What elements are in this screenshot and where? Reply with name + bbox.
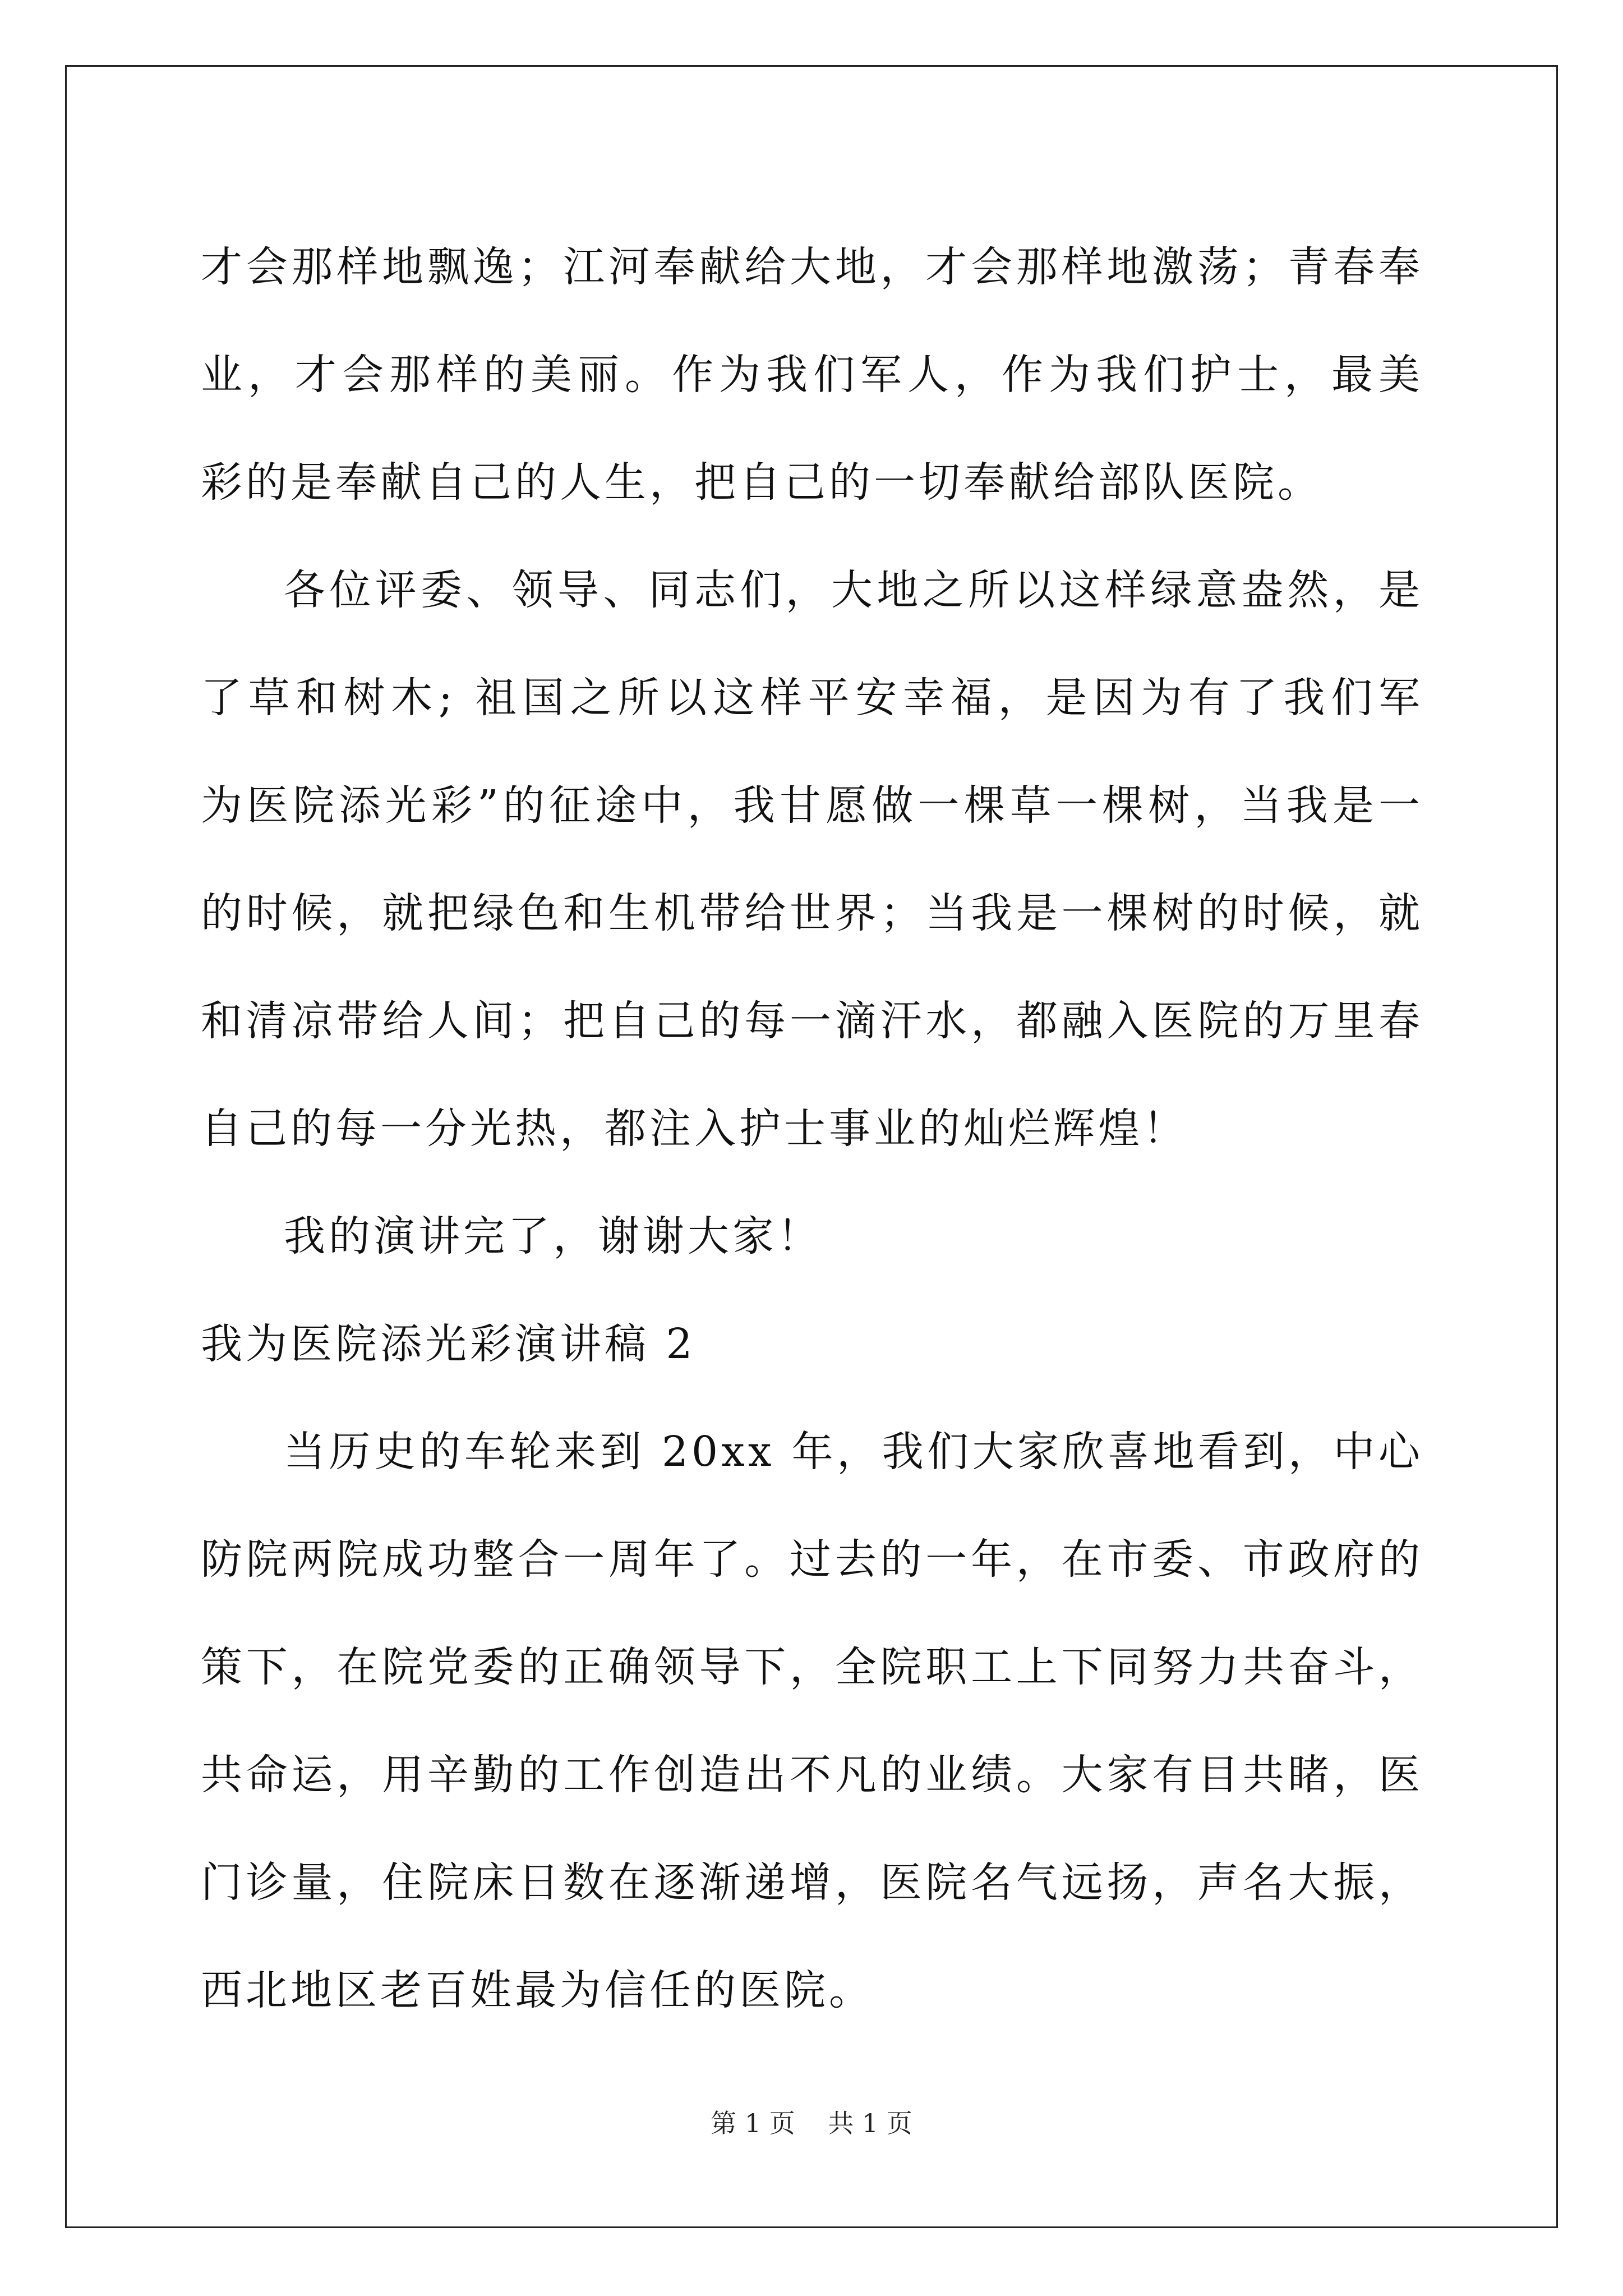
text-line: 业，才会那样的美丽。作为我们军人，作为我们护士，最美 [201, 351, 1423, 399]
text-line: 和清凉带给人间；把自己的每一滴汗水，都融入医院的万里春 [201, 997, 1423, 1045]
text-line: 各位评委、领导、同志们，大地之所以这样绿意盎然，是 [284, 566, 1423, 614]
text-line: 为医院添光彩”的征途中，我甘愿做一棵草一棵树，当我是一 [201, 781, 1423, 830]
text-line: 才会那样地飘逸；江河奉献给大地，才会那样地激荡；青春奉 [201, 243, 1423, 291]
page-footer: 第 1 页 共 1 页 [711, 2108, 912, 2138]
text-line: 西北地区老百姓最为信任的医院。 [201, 1966, 874, 2014]
text-line: 共命运，用辛勤的工作创造出不凡的业绩。大家有目共睹，医 [201, 1751, 1423, 1799]
text-line: 我为医院添光彩演讲稿 2 [201, 1320, 696, 1368]
text-line: 的时候，就把绿色和生机带给世界；当我是一棵树的时候，就 [201, 889, 1423, 937]
document-body [201, 213, 1423, 2044]
text-line: 门诊量，住院床日数在逐渐递增，医院名气远扬，声名大振， [201, 1858, 1423, 1907]
text-line: 了草和树木; 祖国之所以这样平安幸福，是因为有了我们军 [201, 674, 1423, 722]
text-line: 策下，在院党委的正确领导下，全院职工上下同努力共奋斗， [201, 1643, 1423, 1691]
text-line: 彩的是奉献自己的人生，把自己的一切奉献给部队医院。 [201, 458, 1322, 507]
text-line: 防院两院成功整合一周年了。过去的一年，在市委、市政府的 [201, 1535, 1423, 1584]
text-line: 当历史的车轮来到 20xx 年，我们大家欣喜地看到，中心 [284, 1428, 1423, 1476]
text-line: 我的演讲完了，谢谢大家！ [284, 1212, 822, 1260]
text-line: 自己的每一分光热，都注入护士事业的灿烂辉煌！ [201, 1105, 1188, 1153]
